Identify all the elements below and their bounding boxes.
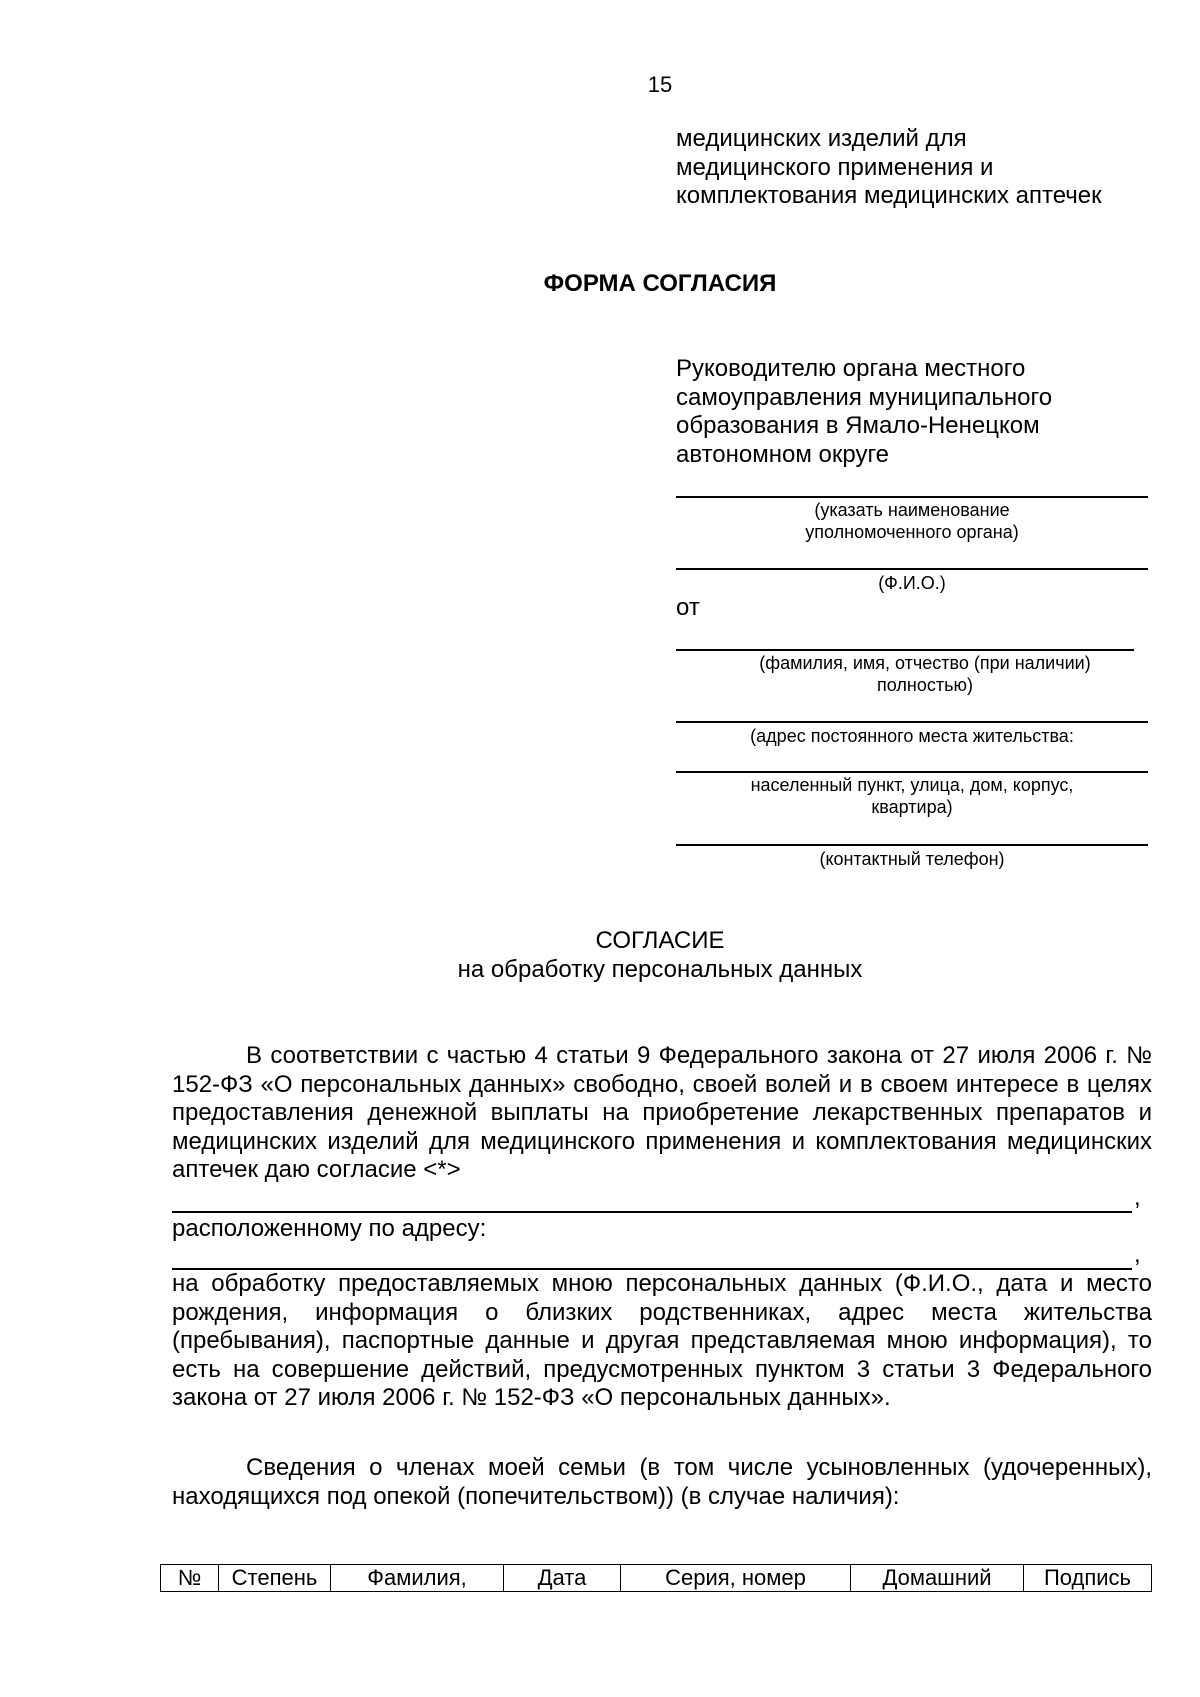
organ-caption-line: уполномоченного органа) xyxy=(805,522,1019,542)
family-table xyxy=(160,1564,1152,1592)
consent-subtitle: на обработку персональных данных xyxy=(457,956,863,983)
consent-title: СОГЛАСИЕ xyxy=(595,927,725,954)
phone-line[interactable] xyxy=(676,844,1148,846)
applicant-caption xyxy=(710,652,1140,696)
consent-paragraph: В соответствии с частью 4 статьи 9 Федерального закона от 27 июля 2006 г. № 152-ФЗ «О персональных данных» свободно, своей волей и в своем интересе в целях предоставления денежной выплаты на приобретение лекарственных препаратов и медицинских изделий для медицинского применения и комплектования медицинских аптечек даю согласие <*> xyxy=(172,1042,1152,1183)
column-header-date: Дата xyxy=(504,1565,621,1592)
column-header-number: № xyxy=(161,1565,219,1592)
address-caption-1: (адрес постоянного места жительства: xyxy=(750,726,1074,746)
recipient-blank-line[interactable] xyxy=(172,1211,1132,1213)
recipient-address-row xyxy=(172,1241,1172,1271)
family-paragraph: Сведения о членах моей семьи (в том числе усыновленных (удочеренных), находящихся под опекой (попечительством)) (в случае наличия): xyxy=(172,1454,1152,1510)
addressee-block xyxy=(676,355,1156,469)
column-header-signature: Подпись xyxy=(1024,1565,1152,1592)
line-comma: , xyxy=(1134,1184,1141,1211)
from-label: от xyxy=(676,594,700,621)
header-line: медицинского применения и xyxy=(676,153,994,181)
address-caption-2 xyxy=(676,774,1148,818)
line-comma: , xyxy=(1134,1241,1141,1268)
form-title: ФОРМА СОГЛАСИЯ xyxy=(543,270,777,297)
organ-caption-line: (указать наименование xyxy=(814,500,1010,520)
page-number: 15 xyxy=(647,72,673,97)
address-line-2[interactable] xyxy=(676,771,1148,773)
addressee-line: Руководителю органа местного xyxy=(676,355,1026,382)
official-fio-line[interactable] xyxy=(676,568,1148,570)
applicant-name-line[interactable] xyxy=(676,649,1134,651)
processing-paragraph: на обработку предоставляемых мною персональных данных (Ф.И.О., дата и место рождения, информация о близких родственниках, адрес места жительства (пребывания), паспортные данные и другая представляемая мною информация), то есть на совершение действий, предусмотренных пунктом 3 статьи 3 Федерального закона от 27 июля 2006 г. № 152-ФЗ «О персональных данных». xyxy=(172,1270,1152,1411)
organ-caption xyxy=(676,499,1148,543)
column-header-relation: Степень xyxy=(219,1565,331,1592)
addressee-line: образования в Ямало-Ненецком xyxy=(676,412,1040,439)
applicant-caption-line: полностью) xyxy=(877,675,973,695)
addressee-line: самоуправления муниципального xyxy=(676,383,1053,411)
column-header-surname: Фамилия, xyxy=(331,1565,504,1592)
header-block xyxy=(676,125,1156,211)
header-line: комплектования медицинских аптечек xyxy=(676,182,1102,209)
addressee-line: автономном округе xyxy=(676,440,890,468)
applicant-caption-line: (фамилия, имя, отчество (при наличии) xyxy=(759,653,1091,673)
phone-caption: (контактный телефон) xyxy=(819,849,1005,869)
located-label: расположенному по адресу: xyxy=(172,1215,487,1242)
recipient-line-row xyxy=(172,1184,1172,1214)
address-caption-line: квартира) xyxy=(871,797,953,817)
column-header-home: Домашний xyxy=(851,1565,1024,1592)
header-line: медицинских изделий для xyxy=(676,125,967,152)
column-header-passport: Серия, номер xyxy=(621,1565,851,1592)
address-line-1[interactable] xyxy=(676,721,1148,723)
fio-caption: (Ф.И.О.) xyxy=(878,573,946,593)
table-header-row xyxy=(161,1565,1152,1592)
organ-name-line[interactable] xyxy=(676,496,1148,498)
address-caption-line: населенный пункт, улица, дом, корпус, xyxy=(750,775,1074,795)
